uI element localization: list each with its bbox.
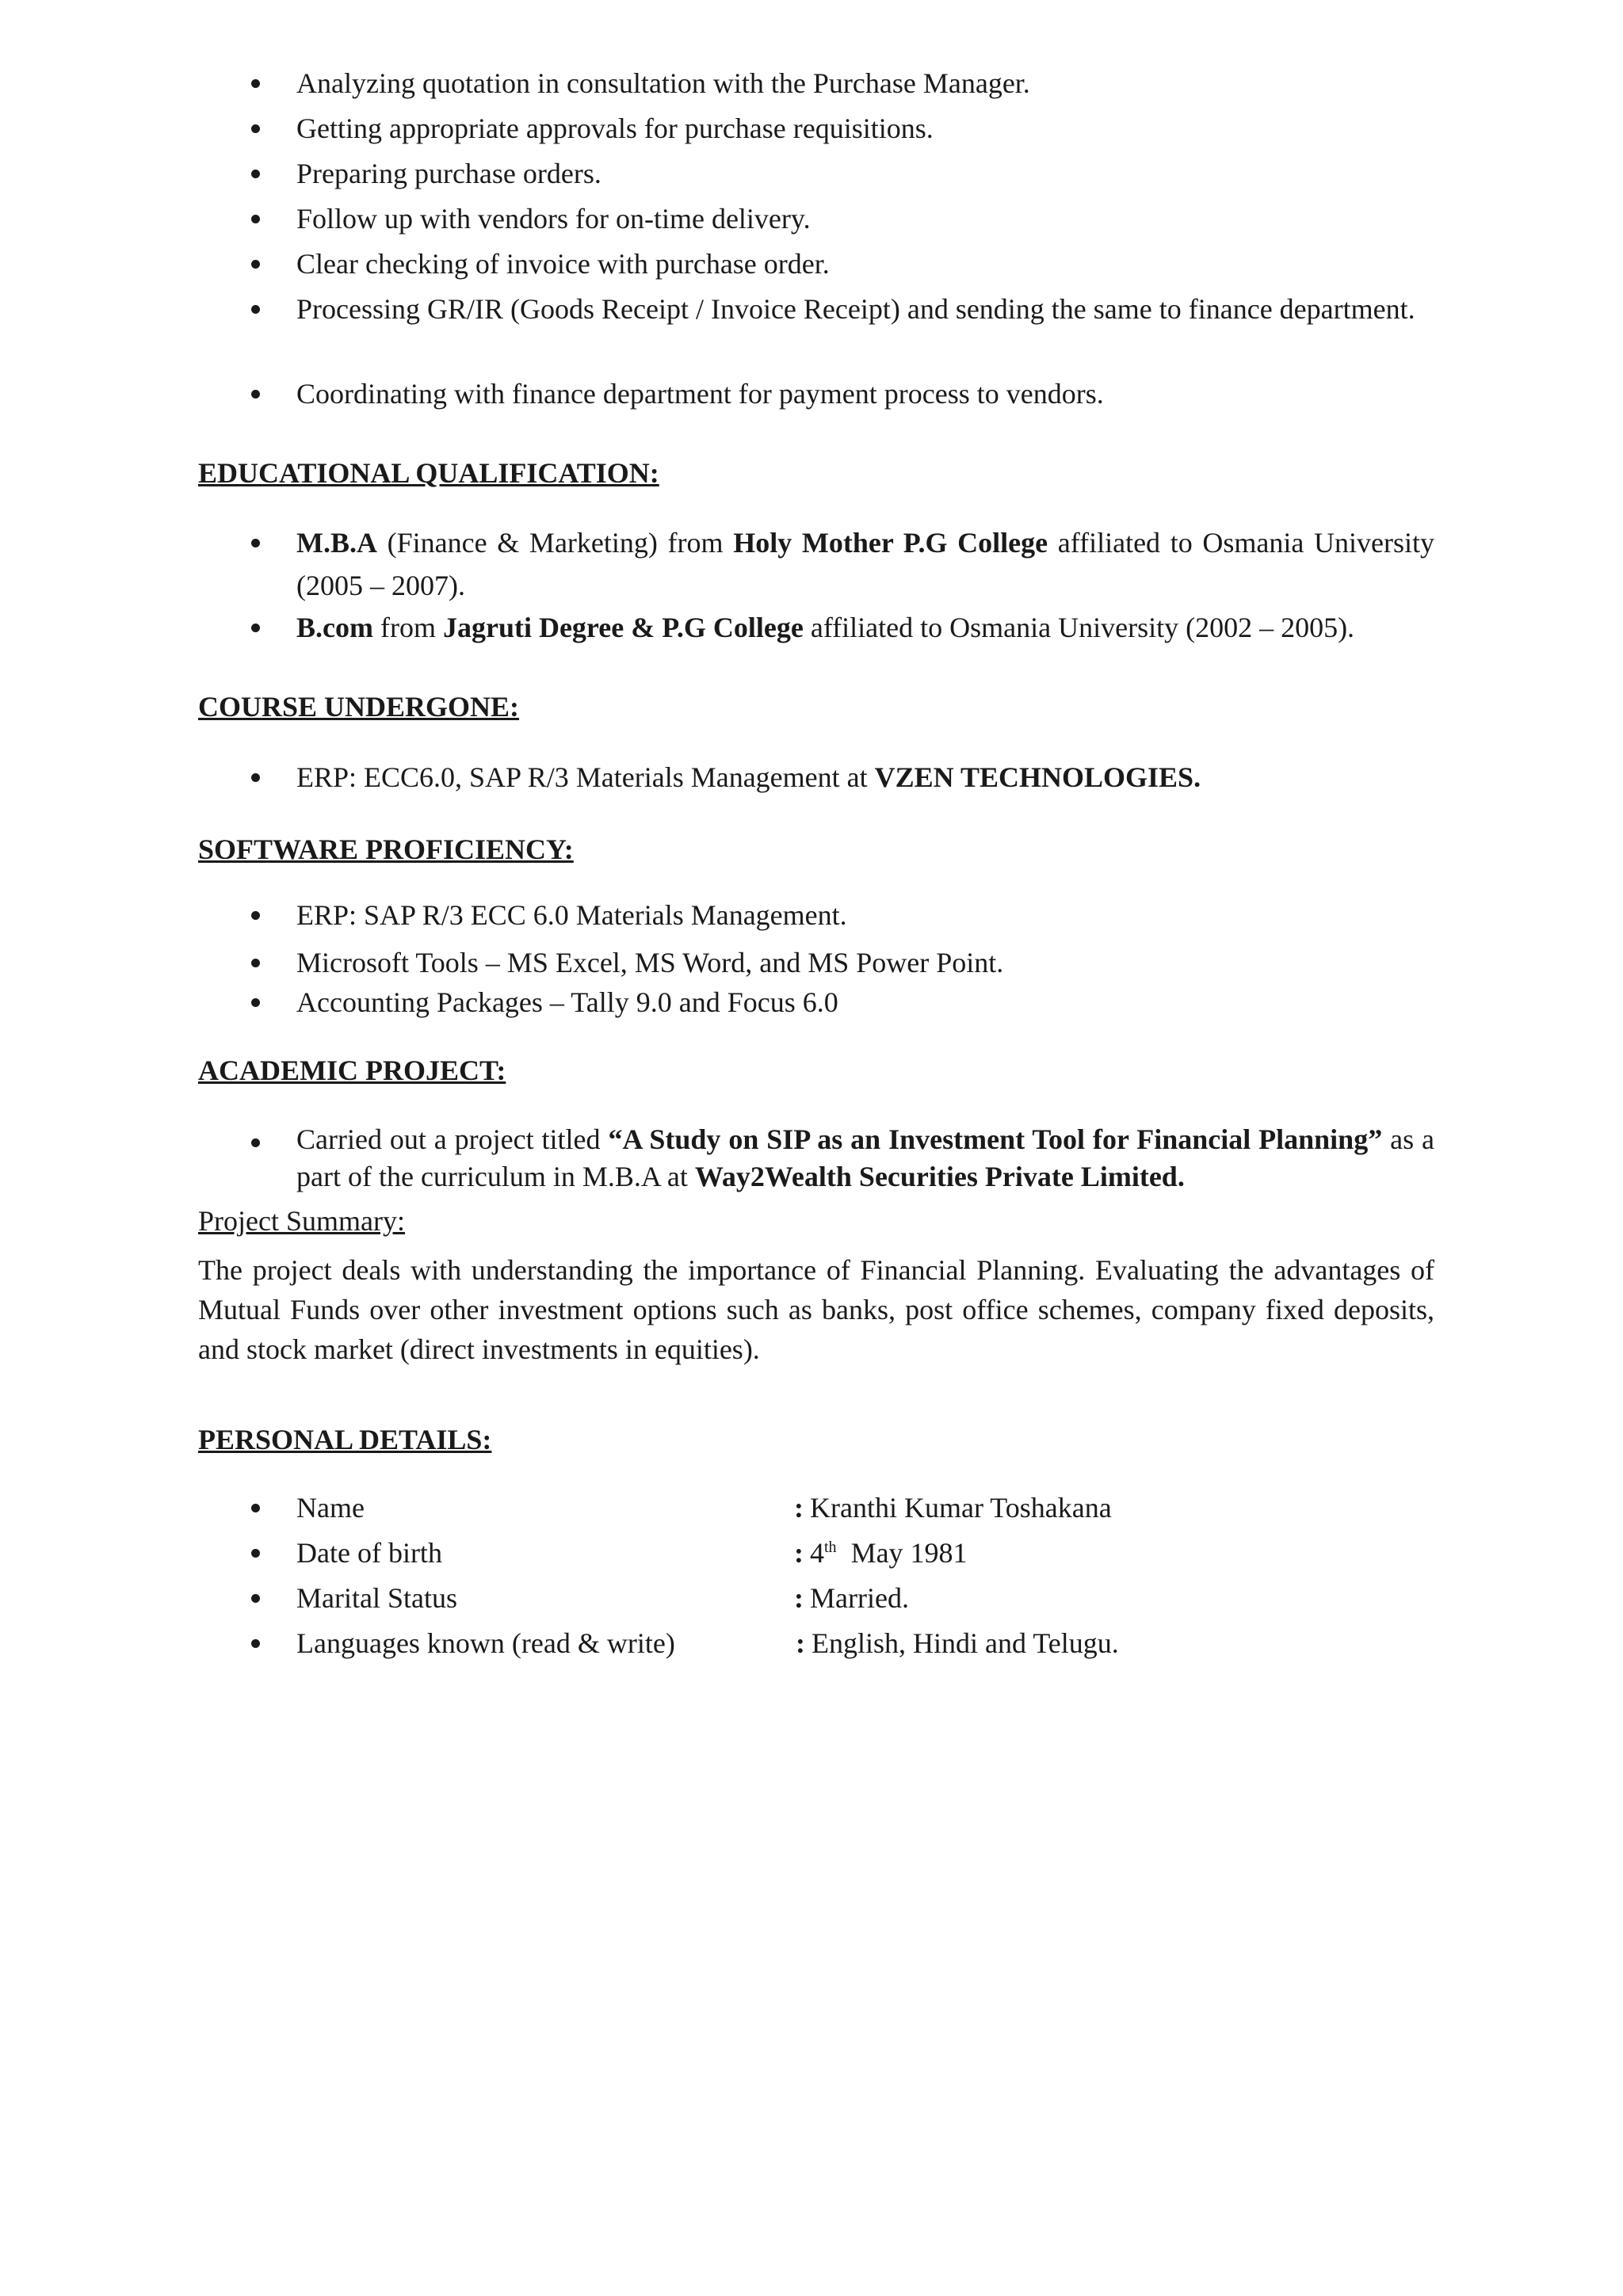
- languages-value: English, Hindi and Telugu.: [812, 1627, 1119, 1659]
- course-text: ERP: ECC6.0, SAP R/3 Materials Management at: [296, 761, 875, 793]
- degree-bcom: B.com: [296, 612, 373, 643]
- list-item: [198, 1531, 1434, 1577]
- project-lead: Carried out a project titled: [296, 1123, 609, 1155]
- course-list: [198, 756, 1434, 799]
- project-mid: as a part of the curriculum in M.B.A at: [296, 1123, 1435, 1192]
- project-summary: The project deals with understanding the importance of Financial Planning. Evaluating the advantages of Mutual Funds over other investment options such as banks, post office schemes, company fixed deposits, and stock market (direct investments in equities).: [198, 1254, 1434, 1365]
- colon: :: [794, 1492, 804, 1524]
- dob-day: 4: [810, 1537, 824, 1569]
- list-item: [198, 1486, 1434, 1531]
- list-item: Follow up with vendors for on-time delivery.: [198, 197, 1434, 242]
- dob-rest: May 1981: [836, 1537, 968, 1569]
- list-item: Microsoft Tools – MS Excel, MS Word, and MS Power Point.: [198, 941, 1434, 981]
- course-heading: COURSE UNDERGONE:: [198, 691, 520, 723]
- bcom-affiliation: affiliated to Osmania University (2002 – 2005).: [803, 612, 1355, 643]
- course-institute: VZEN TECHNOLOGIES.: [874, 761, 1201, 793]
- colon: :: [794, 1582, 804, 1614]
- list-item: Accounting Packages – Tally 9.0 and Focus 6.0: [198, 981, 1434, 1024]
- list-item: [198, 756, 1434, 799]
- personal-heading: PERSONAL DETAILS:: [198, 1424, 492, 1455]
- project-list: [198, 1121, 1434, 1196]
- list-item: Analyzing quotation in consultation with the Purchase Manager.: [198, 62, 1434, 107]
- education-list: [198, 521, 1434, 649]
- project-title: “A Study on SIP as an Investment Tool for Financial Planning”: [608, 1123, 1383, 1155]
- duties-list: [198, 62, 1434, 415]
- list-item: [198, 1622, 1434, 1665]
- bcom-college: Jagruti Degree & P.G College: [442, 612, 804, 643]
- dob-value: [810, 1531, 968, 1574]
- languages-label: Languages known (read & write): [296, 1627, 675, 1659]
- mba-detail: (Finance & Marketing) from: [377, 527, 734, 559]
- marital-value: Married.: [810, 1582, 909, 1614]
- software-list: [198, 894, 1434, 1024]
- dob-label: Date of birth: [296, 1537, 442, 1569]
- name-value: Kranthi Kumar Toshakana: [810, 1492, 1112, 1524]
- mba-college: Holy Mother P.G College: [733, 527, 1048, 559]
- list-item: Clear checking of invoice with purchase order.: [198, 242, 1434, 288]
- list-item: [198, 606, 1434, 649]
- list-item: [198, 1121, 1434, 1196]
- software-heading: SOFTWARE PROFICIENCY:: [198, 833, 574, 865]
- colon: :: [794, 1537, 804, 1569]
- project-company: Way2Wealth Securities Private Limited.: [694, 1161, 1185, 1192]
- list-item: [198, 521, 1434, 606]
- degree-mba: M.B.A: [296, 527, 377, 559]
- project-heading: ACADEMIC PROJECT:: [198, 1055, 506, 1086]
- list-item: Processing GR/IR (Goods Receipt / Invoice Receipt) and sending the same to finance department.: [198, 288, 1434, 372]
- list-item: Coordinating with finance department for payment process to vendors.: [198, 372, 1434, 415]
- personal-list: [198, 1486, 1434, 1665]
- mba-affiliation: affiliated to Osmania University (2005 – 2007).: [296, 527, 1434, 601]
- bcom-detail: from: [372, 612, 443, 643]
- project-summary-label: Project Summary:: [198, 1205, 405, 1237]
- name-label: Name: [296, 1492, 365, 1524]
- list-item: Preparing purchase orders.: [198, 152, 1434, 197]
- marital-label: Marital Status: [296, 1582, 457, 1614]
- colon: :: [796, 1627, 805, 1659]
- list-item: [198, 1577, 1434, 1622]
- education-heading: EDUCATIONAL QUALIFICATION:: [198, 457, 659, 489]
- dob-suffix: th: [824, 1539, 837, 1556]
- list-item: ERP: SAP R/3 ECC 6.0 Materials Management.: [198, 894, 1434, 941]
- list-item: Getting appropriate approvals for purchase requisitions.: [198, 107, 1434, 152]
